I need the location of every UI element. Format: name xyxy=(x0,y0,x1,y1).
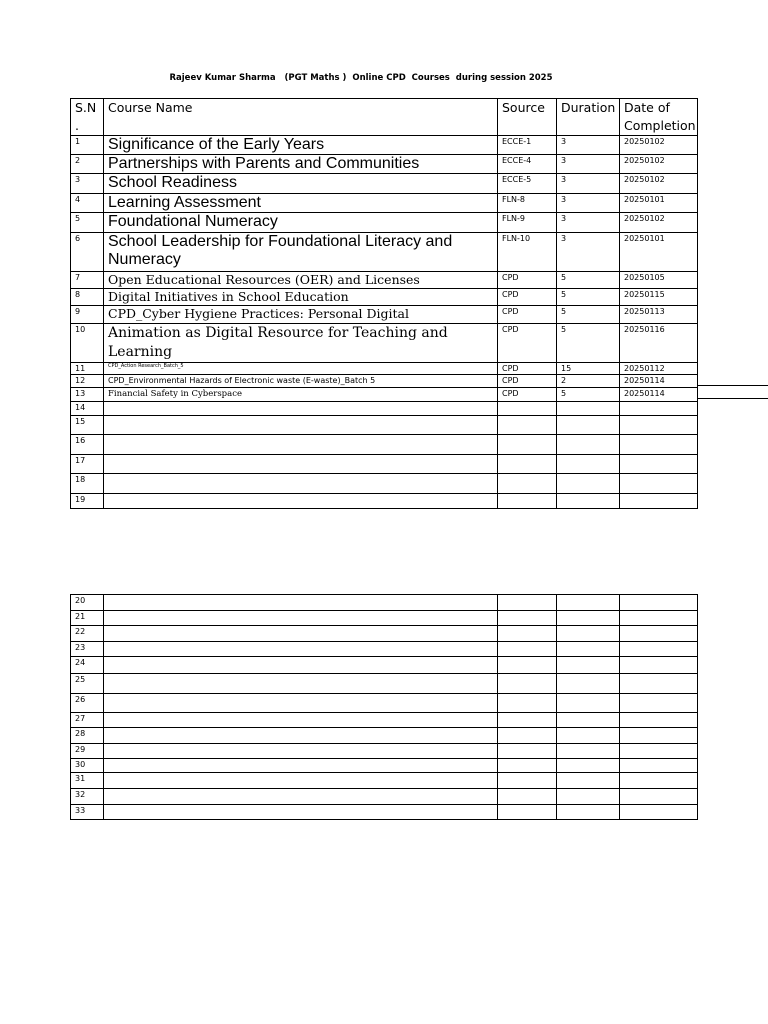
course-name-cell xyxy=(104,474,498,494)
header-date-of-completion: Date of Completion xyxy=(620,99,698,136)
date-cell: 20250114 xyxy=(620,375,698,388)
document-title: Rajeev Kumar Sharma (PGT Maths ) Online CPD Courses during session 2025 xyxy=(169,73,553,83)
date-cell xyxy=(620,728,698,744)
sn-cell: 32 xyxy=(71,789,104,805)
source-cell xyxy=(498,435,557,455)
course-name-cell xyxy=(104,642,498,657)
source-cell: CPD xyxy=(498,289,557,306)
source-cell: FLN-10 xyxy=(498,233,557,272)
duration-cell xyxy=(557,744,620,759)
table-row xyxy=(71,713,698,728)
course-name-cell xyxy=(104,759,498,773)
source-cell: CPD xyxy=(498,272,557,289)
date-cell xyxy=(620,759,698,773)
table-row xyxy=(71,324,698,363)
course-name-cell: Partnerships with Parents and Communities xyxy=(104,155,498,174)
source-cell xyxy=(498,657,557,674)
source-cell: FLN-8 xyxy=(498,194,557,213)
duration-cell xyxy=(557,595,620,611)
duration-cell xyxy=(557,474,620,494)
sn-cell: 18 xyxy=(71,474,104,494)
table-header-row xyxy=(71,99,698,136)
source-cell xyxy=(498,642,557,657)
table-row xyxy=(71,455,698,474)
sn-cell: 6 xyxy=(71,233,104,272)
course-name-cell xyxy=(104,402,498,416)
course-name-cell xyxy=(104,674,498,694)
table-row xyxy=(71,494,698,509)
sn-cell: 29 xyxy=(71,744,104,759)
duration-cell: 2 xyxy=(557,375,620,388)
duration-cell: 3 xyxy=(557,233,620,272)
course-name-cell: School Readiness xyxy=(104,174,498,194)
date-cell xyxy=(620,657,698,674)
source-cell: ECCE-5 xyxy=(498,174,557,194)
sn-cell: 30 xyxy=(71,759,104,773)
source-cell: CPD xyxy=(498,388,557,402)
date-cell: 20250101 xyxy=(620,194,698,213)
sn-cell: 27 xyxy=(71,713,104,728)
course-name-cell xyxy=(104,455,498,474)
date-cell xyxy=(620,626,698,642)
sn-cell: 19 xyxy=(71,494,104,509)
date-cell: 20250101 xyxy=(620,233,698,272)
courses-table-continued xyxy=(70,594,698,820)
duration-cell xyxy=(557,416,620,435)
duration-cell xyxy=(557,789,620,805)
source-cell xyxy=(498,455,557,474)
date-cell: 20250102 xyxy=(620,155,698,174)
date-cell xyxy=(620,455,698,474)
course-name-cell xyxy=(104,773,498,789)
source-cell xyxy=(498,805,557,820)
course-name-cell: School Leadership for Foundational Literacy and Numeracy xyxy=(104,233,498,272)
table-row xyxy=(71,674,698,694)
table-row xyxy=(71,416,698,435)
sn-cell: 13 xyxy=(71,388,104,402)
course-name-cell: CPD_Cyber Hygiene Practices: Personal Digital xyxy=(104,306,498,324)
sn-cell: 33 xyxy=(71,805,104,820)
source-cell xyxy=(498,728,557,744)
course-name-cell xyxy=(104,728,498,744)
source-cell xyxy=(498,713,557,728)
table-row xyxy=(71,233,698,272)
date-cell: 20250112 xyxy=(620,363,698,375)
source-cell xyxy=(498,773,557,789)
course-name-cell xyxy=(104,435,498,455)
table-row xyxy=(71,642,698,657)
date-cell xyxy=(620,805,698,820)
table-row xyxy=(71,626,698,642)
course-name-cell: Animation as Digital Resource for Teaching and Learning xyxy=(104,324,498,363)
duration-cell xyxy=(557,674,620,694)
table-row xyxy=(71,272,698,289)
course-name-cell xyxy=(104,626,498,642)
duration-cell xyxy=(557,805,620,820)
table-row xyxy=(71,474,698,494)
date-cell xyxy=(620,416,698,435)
header-sn: S.N . xyxy=(71,99,104,136)
stray-rule-line xyxy=(697,398,768,399)
source-cell: CPD xyxy=(498,363,557,375)
stray-rule-line xyxy=(697,385,768,386)
date-cell xyxy=(620,642,698,657)
sn-cell: 3 xyxy=(71,174,104,194)
courses-table xyxy=(70,98,698,509)
date-cell: 20250113 xyxy=(620,306,698,324)
date-cell xyxy=(620,674,698,694)
source-cell: CPD xyxy=(498,324,557,363)
duration-cell xyxy=(557,657,620,674)
source-cell xyxy=(498,611,557,626)
course-name-cell: CPD_Action Research_Batch_5 xyxy=(104,363,498,375)
course-name-cell xyxy=(104,805,498,820)
table-row xyxy=(71,657,698,674)
sn-cell: 12 xyxy=(71,375,104,388)
date-cell xyxy=(620,611,698,626)
duration-cell xyxy=(557,694,620,713)
header-course-name: Course Name xyxy=(104,99,498,136)
course-name-cell: Foundational Numeracy xyxy=(104,213,498,233)
table-row xyxy=(71,375,698,388)
date-cell xyxy=(620,773,698,789)
source-cell: ECCE-1 xyxy=(498,136,557,155)
header-source: Source xyxy=(498,99,557,136)
source-cell xyxy=(498,402,557,416)
sn-cell: 17 xyxy=(71,455,104,474)
table-row xyxy=(71,435,698,455)
date-cell: 20250114 xyxy=(620,388,698,402)
source-cell xyxy=(498,759,557,773)
sn-cell: 21 xyxy=(71,611,104,626)
source-cell xyxy=(498,626,557,642)
sn-cell: 1 xyxy=(71,136,104,155)
sn-cell: 11 xyxy=(71,363,104,375)
table-row xyxy=(71,773,698,789)
duration-cell xyxy=(557,455,620,474)
course-name-cell xyxy=(104,657,498,674)
table-row xyxy=(71,402,698,416)
date-cell xyxy=(620,713,698,728)
table-row xyxy=(71,306,698,324)
table-row xyxy=(71,155,698,174)
table-row xyxy=(71,789,698,805)
source-cell: ECCE-4 xyxy=(498,155,557,174)
duration-cell: 5 xyxy=(557,324,620,363)
table-row xyxy=(71,363,698,375)
course-name-cell xyxy=(104,494,498,509)
sn-cell: 5 xyxy=(71,213,104,233)
table-row xyxy=(71,694,698,713)
date-cell xyxy=(620,435,698,455)
table-row xyxy=(71,744,698,759)
duration-cell: 5 xyxy=(557,272,620,289)
sn-cell: 26 xyxy=(71,694,104,713)
course-name-cell: CPD_Environmental Hazards of Electronic waste (E-waste)_Batch 5 xyxy=(104,375,498,388)
table-row xyxy=(71,213,698,233)
sn-cell: 23 xyxy=(71,642,104,657)
duration-cell: 5 xyxy=(557,306,620,324)
duration-cell: 3 xyxy=(557,213,620,233)
sn-cell: 25 xyxy=(71,674,104,694)
duration-cell xyxy=(557,494,620,509)
table-row xyxy=(71,136,698,155)
source-cell xyxy=(498,789,557,805)
course-name-cell: Learning Assessment xyxy=(104,194,498,213)
duration-cell: 3 xyxy=(557,136,620,155)
date-cell: 20250115 xyxy=(620,289,698,306)
sn-cell: 20 xyxy=(71,595,104,611)
duration-cell xyxy=(557,611,620,626)
date-cell: 20250102 xyxy=(620,213,698,233)
course-name-cell: Significance of the Early Years xyxy=(104,136,498,155)
date-cell: 20250116 xyxy=(620,324,698,363)
table-row xyxy=(71,194,698,213)
sn-cell: 7 xyxy=(71,272,104,289)
sn-cell: 31 xyxy=(71,773,104,789)
sn-cell: 9 xyxy=(71,306,104,324)
source-cell xyxy=(498,694,557,713)
date-cell: 20250102 xyxy=(620,136,698,155)
course-name-cell xyxy=(104,694,498,713)
sn-cell: 10 xyxy=(71,324,104,363)
table-row xyxy=(71,805,698,820)
duration-cell: 3 xyxy=(557,194,620,213)
sn-cell: 14 xyxy=(71,402,104,416)
source-cell xyxy=(498,674,557,694)
table-row xyxy=(71,388,698,402)
duration-cell xyxy=(557,759,620,773)
source-cell: CPD xyxy=(498,375,557,388)
date-cell xyxy=(620,789,698,805)
duration-cell xyxy=(557,402,620,416)
course-name-cell xyxy=(104,789,498,805)
date-cell xyxy=(620,595,698,611)
source-cell xyxy=(498,494,557,509)
course-name-cell xyxy=(104,744,498,759)
date-cell: 20250102 xyxy=(620,174,698,194)
sn-cell: 24 xyxy=(71,657,104,674)
source-cell xyxy=(498,744,557,759)
sn-cell: 15 xyxy=(71,416,104,435)
date-cell xyxy=(620,474,698,494)
duration-cell xyxy=(557,728,620,744)
date-cell xyxy=(620,744,698,759)
sn-cell: 16 xyxy=(71,435,104,455)
date-cell: 20250105 xyxy=(620,272,698,289)
table-row xyxy=(71,595,698,611)
duration-cell: 5 xyxy=(557,388,620,402)
source-cell: FLN-9 xyxy=(498,213,557,233)
table-row xyxy=(71,289,698,306)
date-cell xyxy=(620,694,698,713)
source-cell xyxy=(498,595,557,611)
duration-cell xyxy=(557,773,620,789)
source-cell: CPD xyxy=(498,306,557,324)
header-duration: Duration xyxy=(557,99,620,136)
sn-cell: 22 xyxy=(71,626,104,642)
table-row xyxy=(71,174,698,194)
course-name-cell xyxy=(104,595,498,611)
sn-cell: 28 xyxy=(71,728,104,744)
duration-cell: 15 xyxy=(557,363,620,375)
duration-cell: 3 xyxy=(557,174,620,194)
table-row xyxy=(71,759,698,773)
source-cell xyxy=(498,474,557,494)
course-name-cell: Financial Safety in Cyberspace xyxy=(104,388,498,402)
course-name-cell xyxy=(104,713,498,728)
table-row xyxy=(71,728,698,744)
source-cell xyxy=(498,416,557,435)
duration-cell xyxy=(557,713,620,728)
duration-cell: 3 xyxy=(557,155,620,174)
course-name-cell xyxy=(104,416,498,435)
date-cell xyxy=(620,402,698,416)
sn-cell: 2 xyxy=(71,155,104,174)
duration-cell: 5 xyxy=(557,289,620,306)
table-row xyxy=(71,611,698,626)
sn-cell: 4 xyxy=(71,194,104,213)
sn-cell: 8 xyxy=(71,289,104,306)
duration-cell xyxy=(557,626,620,642)
duration-cell xyxy=(557,435,620,455)
duration-cell xyxy=(557,642,620,657)
date-cell xyxy=(620,494,698,509)
course-name-cell: Digital Initiatives in School Education xyxy=(104,289,498,306)
course-name-cell: Open Educational Resources (OER) and Licenses xyxy=(104,272,498,289)
course-name-cell xyxy=(104,611,498,626)
